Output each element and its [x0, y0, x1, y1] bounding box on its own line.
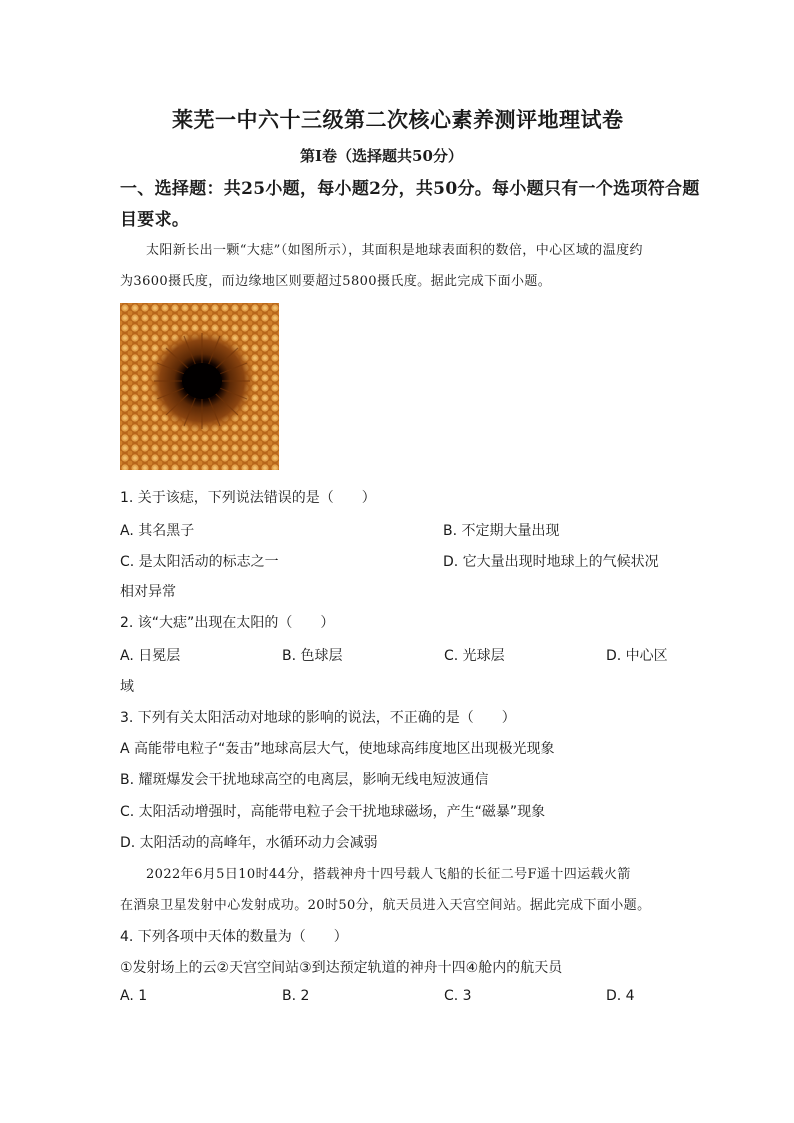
question-2-option-d-continued: 域: [120, 679, 134, 695]
question-4-option-a[interactable]: A. 1: [120, 988, 148, 1004]
question-3-stem: 3. 下列有关太阳活动对地球的影响的说法，不正确的是（ ）: [120, 710, 516, 726]
question-4-items: ①发射场上的云②天宫空间站③到达预定轨道的神舟十四④舱内的航天员: [120, 960, 563, 976]
section-heading-line1: 一、选择题：共25小题，每小题2分，共50分。每小题只有一个选项符合题: [120, 179, 700, 199]
section-subtitle: 第I卷（选择题共50分）: [300, 147, 463, 165]
question-2-option-d[interactable]: D. 中心区: [606, 648, 668, 664]
question-4-option-c[interactable]: C. 3: [444, 988, 472, 1004]
question-1-option-c[interactable]: C. 是太阳活动的标志之一: [120, 554, 279, 570]
question-2-option-c[interactable]: C. 光球层: [444, 648, 505, 664]
section-heading-line2: 目要求。: [120, 210, 190, 230]
question-1-option-a[interactable]: A. 其名黑子: [120, 523, 195, 539]
question-2-stem: 2. 该“大痣”出现在太阳的（ ）: [120, 615, 335, 631]
question-1-option-d[interactable]: D. 它大量出现时地球上的气候状况: [443, 554, 659, 570]
question-3-option-d[interactable]: D. 太阳活动的高峰年，水循环动力会减弱: [120, 835, 378, 851]
question-1-option-d-continued: 相对异常: [120, 584, 176, 600]
passage2-line1: 2022年6月5日10时44分，搭载神舟十四号载人飞船的长征二号F遥十四运载火箭: [146, 867, 631, 882]
passage2-line2: 在酒泉卫星发射中心发射成功。20时50分，航天员进入天宫空间站。据此完成下面小题。: [120, 898, 651, 913]
question-3-option-b[interactable]: B. 耀斑爆发会干扰地球高空的电离层，影响无线电短波通信: [120, 772, 489, 788]
passage1-line1: 太阳新长出一颗“大痣”（如图所示），其面积是地球表面积的数倍，中心区域的温度约: [146, 243, 643, 258]
question-1-stem: 1. 关于该痣，下列说法错误的是（ ）: [120, 490, 376, 506]
question-3-option-c[interactable]: C. 太阳活动增强时，高能带电粒子会干扰地球磁场，产生“磁暴”现象: [120, 804, 546, 820]
sunspot-graphic: [120, 303, 279, 470]
passage1-line2: 为3600摄氏度，而边缘地区则要超过5800摄氏度。据此完成下面小题。: [120, 274, 552, 289]
question-2-option-b[interactable]: B. 色球层: [282, 648, 343, 664]
page-title: 莱芜一中六十三级第二次核心素养测评地理试卷: [172, 107, 624, 132]
question-4-stem: 4. 下列各项中天体的数量为（ ）: [120, 929, 348, 945]
question-4-option-d[interactable]: D. 4: [606, 988, 635, 1004]
question-2-option-a[interactable]: A. 日冕层: [120, 648, 181, 664]
question-4-option-b[interactable]: B. 2: [282, 988, 310, 1004]
question-3-option-a[interactable]: A 高能带电粒子“轰击”地球高层大气，使地球高纬度地区出现极光现象: [120, 741, 555, 757]
sunspot-image: [120, 303, 279, 470]
question-1-option-b[interactable]: B. 不定期大量出现: [443, 523, 560, 539]
